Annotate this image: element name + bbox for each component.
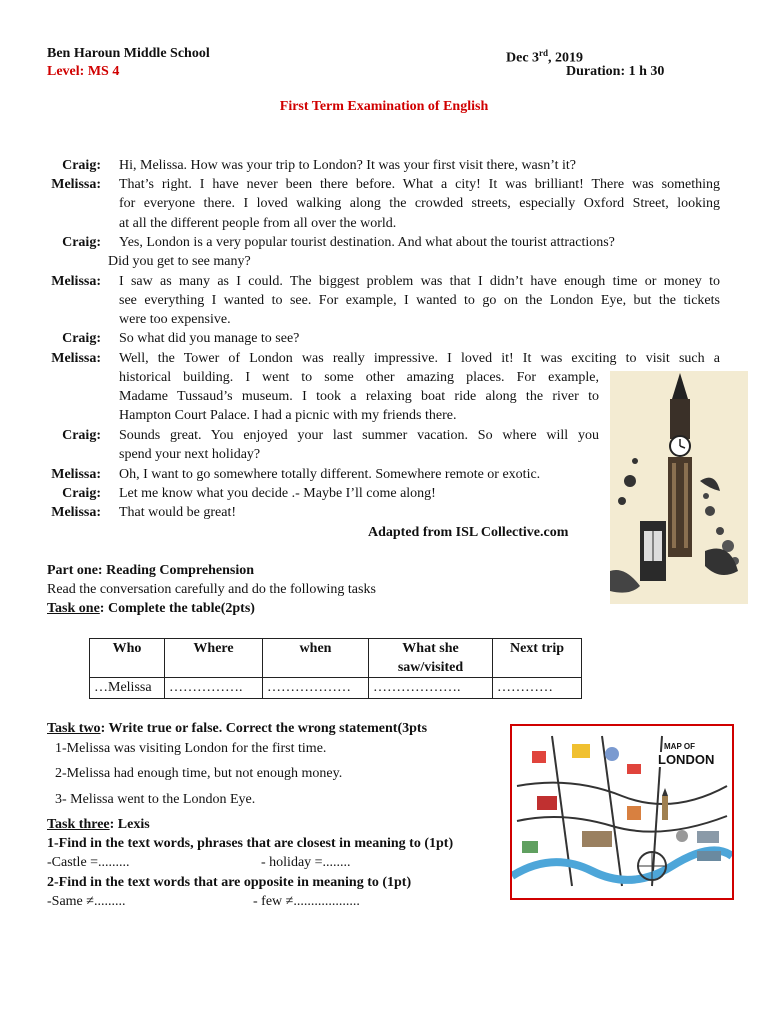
big-ben-icon — [610, 371, 748, 604]
table-cell[interactable]: ……………… — [263, 678, 369, 699]
speaker-craig: Craig: — [62, 428, 101, 443]
table-header-row — [90, 639, 582, 678]
duration: Duration: 1 h 30 — [566, 64, 665, 79]
speaker-craig: Craig: — [62, 486, 101, 501]
table-header: What she saw/visited — [369, 639, 493, 678]
lexis-item-holiday: - holiday =........ — [261, 855, 351, 870]
statement-2: 2-Melissa had enough time, but not enough money. — [55, 766, 343, 781]
dialogue-line: That’s right. I have never been there before. What a city! It was brilliant! There was something — [119, 177, 720, 192]
table-header: Next trip — [493, 639, 582, 678]
speaker-melissa: Melissa: — [51, 467, 101, 482]
lexis-item-same: -Same ≠......... — [47, 894, 126, 909]
speaker-melissa: Melissa: — [51, 505, 101, 520]
dialogue-line: I saw as many as I could. The biggest problem was that I didn’t have enough time or money to — [119, 274, 720, 289]
big-ben-illustration — [610, 371, 748, 604]
map-title-small: MAP OF — [664, 742, 695, 751]
dialogue-line: Hampton Court Palace. I had a picnic with my friends there. — [119, 408, 457, 423]
dialogue-line: So what did you manage to see? — [119, 331, 300, 346]
part-one-instruction: Read the conversation carefully and do the following tasks — [47, 582, 376, 597]
dialogue-line: see everything I wanted to see. For example, I wanted to go on the London Eye, but the tickets — [119, 293, 720, 308]
dialogue-line: were too expensive. — [119, 312, 231, 327]
map-title-big: LONDON — [658, 752, 715, 767]
table-cell: …Melissa — [90, 678, 165, 699]
table-row — [90, 678, 582, 699]
dialogue-line: at all the different people from all over the world. — [119, 216, 397, 231]
dialogue-line: Oh, I want to go somewhere totally different. Somewhere remote or exotic. — [119, 467, 541, 482]
table-cell[interactable]: ………………. — [369, 678, 493, 699]
lexis-item-few: - few ≠................... — [253, 894, 360, 909]
speaker-melissa: Melissa: — [51, 177, 101, 192]
table-header: when — [263, 639, 369, 678]
source-credit: Adapted from ISL Collective.com — [368, 525, 569, 540]
statement-3: 3- Melissa went to the London Eye. — [55, 792, 256, 807]
dialogue-line: historical building. I went to some other amazing places. For example, — [119, 370, 599, 385]
lexis-question-1: 1-Find in the text words, phrases that are closest in meaning to (1pt) — [47, 836, 454, 851]
dialogue-line: Did you get to see many? — [108, 254, 251, 269]
table-header: Where — [165, 639, 263, 678]
level: Level: MS 4 — [47, 64, 120, 79]
speaker-craig: Craig: — [62, 158, 101, 173]
statement-1: 1-Melissa was visiting London for the first time. — [55, 741, 327, 756]
speaker-melissa: Melissa: — [51, 274, 101, 289]
exam-title: First Term Examination of English — [279, 99, 489, 114]
dialogue-line: Well, the Tower of London was really impressive. I loved it! It was exciting to visit such a — [119, 351, 720, 366]
task-two-heading: Task two: Write true or false. Correct the wrong statement(3pts — [47, 721, 428, 736]
dialogue-line: Madame Tussaud’s museum. I took a relaxing boat ride along the river to — [119, 389, 599, 404]
speaker-craig: Craig: — [62, 235, 101, 250]
dialogue-line: That would be great! — [119, 505, 237, 520]
dialogue-line: Yes, London is a very popular tourist destination. And what about the tourist attractions? — [119, 235, 615, 250]
dialogue-line: Let me know what you decide .- Maybe I’ll come along! — [119, 486, 436, 501]
dialogue-line: spend your next holiday? — [119, 447, 261, 462]
speaker-melissa: Melissa: — [51, 351, 101, 366]
part-one-heading: Part one: Reading Comprehension — [47, 563, 255, 578]
table-cell[interactable]: ……………. — [165, 678, 263, 699]
dialogue-line: Sounds great. You enjoyed your last summer vacation. So where will you — [119, 428, 599, 443]
task-three-heading: Task three: Lexis — [47, 817, 150, 832]
speaker-craig: Craig: — [62, 331, 101, 346]
lexis-item-castle: -Castle =......... — [47, 855, 130, 870]
dialogue-line: for everyone there. I loved walking along the crowded streets, especially Oxford Street, looking — [119, 196, 720, 211]
school-name: Ben Haroun Middle School — [47, 46, 210, 61]
task-one-table — [89, 638, 582, 699]
table-cell[interactable]: ………… — [493, 678, 582, 699]
exam-date: Dec 3rd, 2019 — [506, 48, 584, 66]
lexis-question-2: 2-Find in the text words that are opposite in meaning to (1pt) — [47, 875, 412, 890]
task-one-heading: Task one: Complete the table(2pts) — [47, 601, 255, 616]
table-header: Who — [90, 639, 165, 678]
london-map — [510, 724, 734, 900]
dialogue-line: Hi, Melissa. How was your trip to London? It was your first visit there, wasn’t it? — [119, 158, 577, 173]
